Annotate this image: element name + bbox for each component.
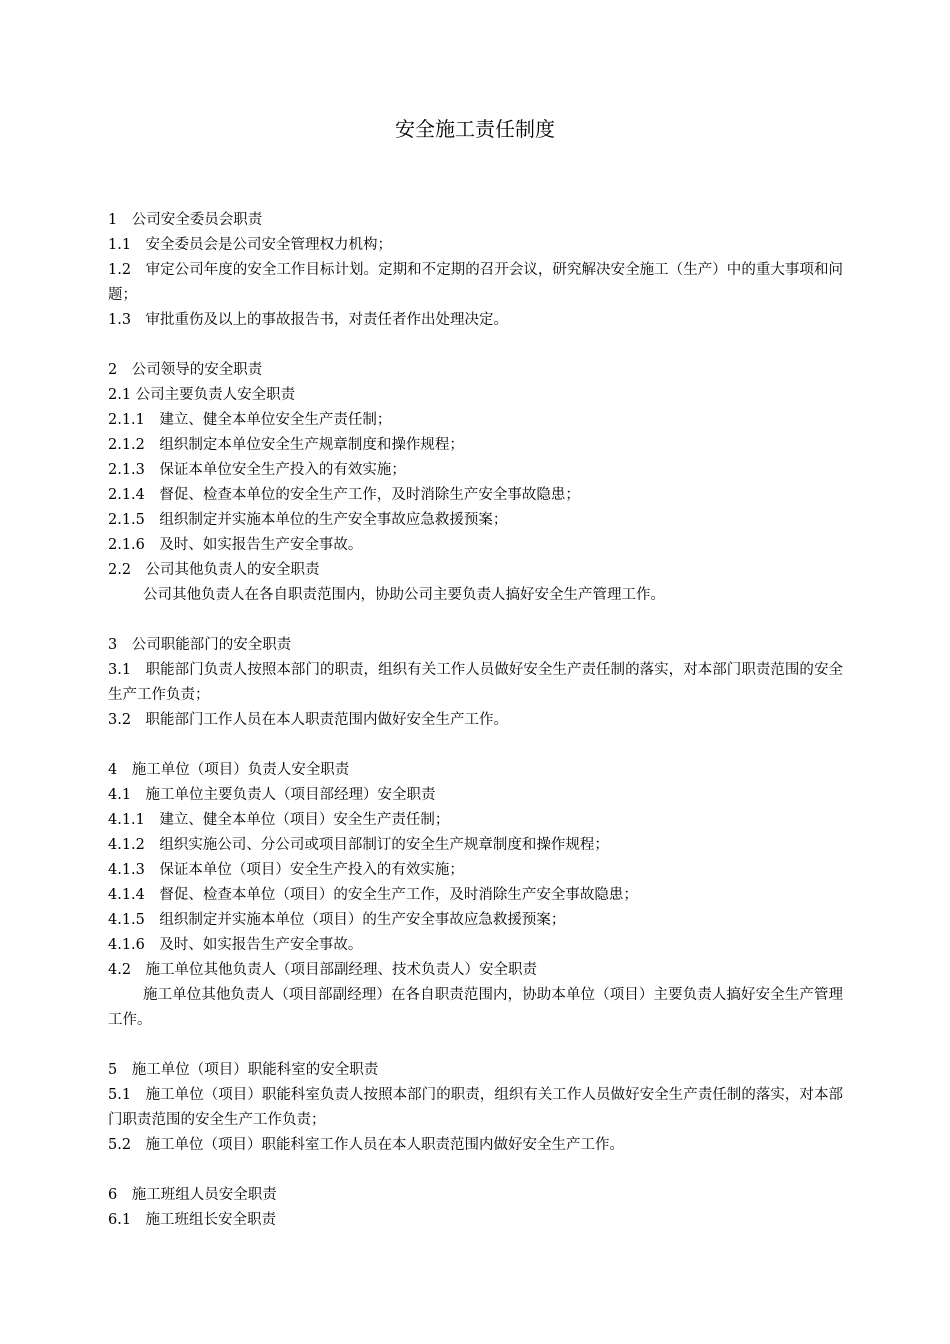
paragraph: 1.1 安全委员会是公司安全管理权力机构；: [108, 237, 393, 253]
subsection-heading: 6.1 施工班组长安全职责: [108, 1212, 277, 1228]
paragraph: 1.3 审批重伤及以上的事故报告书，对责任者作出处理决定。: [108, 312, 509, 328]
paragraph: 1.2 审定公司年度的安全工作目标计划。定期和不定期的召开会议，研究解决安全施工（生产）中的重大事项和问题；: [108, 262, 843, 303]
subsection-heading: 2.2 公司其他负责人的安全职责: [108, 562, 320, 578]
section-heading: 1 公司安全委员会职责: [108, 212, 263, 228]
paragraph: 5.1 施工单位（项目）职能科室负责人按照本部门的职责，组织有关工作人员做好安全生产责任制的落实，对本部门职责范围的安全生产工作负责；: [108, 1087, 843, 1128]
paragraph: 2.1.6 及时、如实报告生产安全事故。: [108, 537, 363, 553]
indented-paragraph: 施工单位其他负责人（项目部副经理）在各自职责范围内，协助本单位（项目）主要负责人搞好安全生产管理工作。: [108, 987, 843, 1028]
document-body: [108, 208, 843, 1233]
subsection-heading: 4.2 施工单位其他负责人（项目部副经理、技术负责人）安全职责: [108, 962, 538, 978]
section-heading: 2 公司领导的安全职责: [108, 362, 263, 378]
paragraph: 2.1.4 督促、检查本单位的安全生产工作，及时消除生产安全事故隐患；: [108, 487, 580, 503]
paragraph: 4.1.6 及时、如实报告生产安全事故。: [108, 937, 363, 953]
section-heading: 6 施工班组人员安全职责: [108, 1187, 277, 1203]
section-heading: 3 公司职能部门的安全职责: [108, 637, 292, 653]
subsection-heading: 2.1 公司主要负责人安全职责: [108, 387, 296, 403]
document-title: 安全施工责任制度: [395, 117, 555, 141]
paragraph: 4.1.3 保证本单位（项目）安全生产投入的有效实施；: [108, 862, 464, 878]
paragraph: 4.1.2 组织实施公司、分公司或项目部制订的安全生产规章制度和操作规程；: [108, 837, 609, 853]
section-heading: 4 施工单位（项目）负责人安全职责: [108, 762, 350, 778]
paragraph: 4.1.1 建立、健全本单位（项目）安全生产责任制；: [108, 812, 450, 828]
section-heading: 5 施工单位（项目）职能科室的安全职责: [108, 1062, 379, 1078]
paragraph: 2.1.5 组织制定并实施本单位的生产安全事故应急救援预案；: [108, 512, 508, 528]
paragraph: 2.1.1 建立、健全本单位安全生产责任制；: [108, 412, 392, 428]
paragraph: 5.2 施工单位（项目）职能科室工作人员在本人职责范围内做好安全生产工作。: [108, 1137, 625, 1153]
paragraph: 4.1.5 组织制定并实施本单位（项目）的生产安全事故应急救援预案；: [108, 912, 566, 928]
paragraph: 3.2 职能部门工作人员在本人职责范围内做好安全生产工作。: [108, 712, 509, 728]
subsection-heading: 4.1 施工单位主要负责人（项目部经理）安全职责: [108, 787, 436, 803]
paragraph: 2.1.3 保证本单位安全生产投入的有效实施；: [108, 462, 406, 478]
paragraph: 2.1.2 组织制定本单位安全生产规章制度和操作规程；: [108, 437, 464, 453]
paragraph: 4.1.4 督促、检查本单位（项目）的安全生产工作，及时消除生产安全事故隐患；: [108, 887, 638, 903]
paragraph: 3.1 职能部门负责人按照本部门的职责，组织有关工作人员做好安全生产责任制的落实，对本部门职责范围的安全生产工作负责；: [108, 662, 843, 703]
indented-paragraph: 公司其他负责人在各自职责范围内，协助公司主要负责人搞好安全生产管理工作。: [143, 587, 665, 603]
